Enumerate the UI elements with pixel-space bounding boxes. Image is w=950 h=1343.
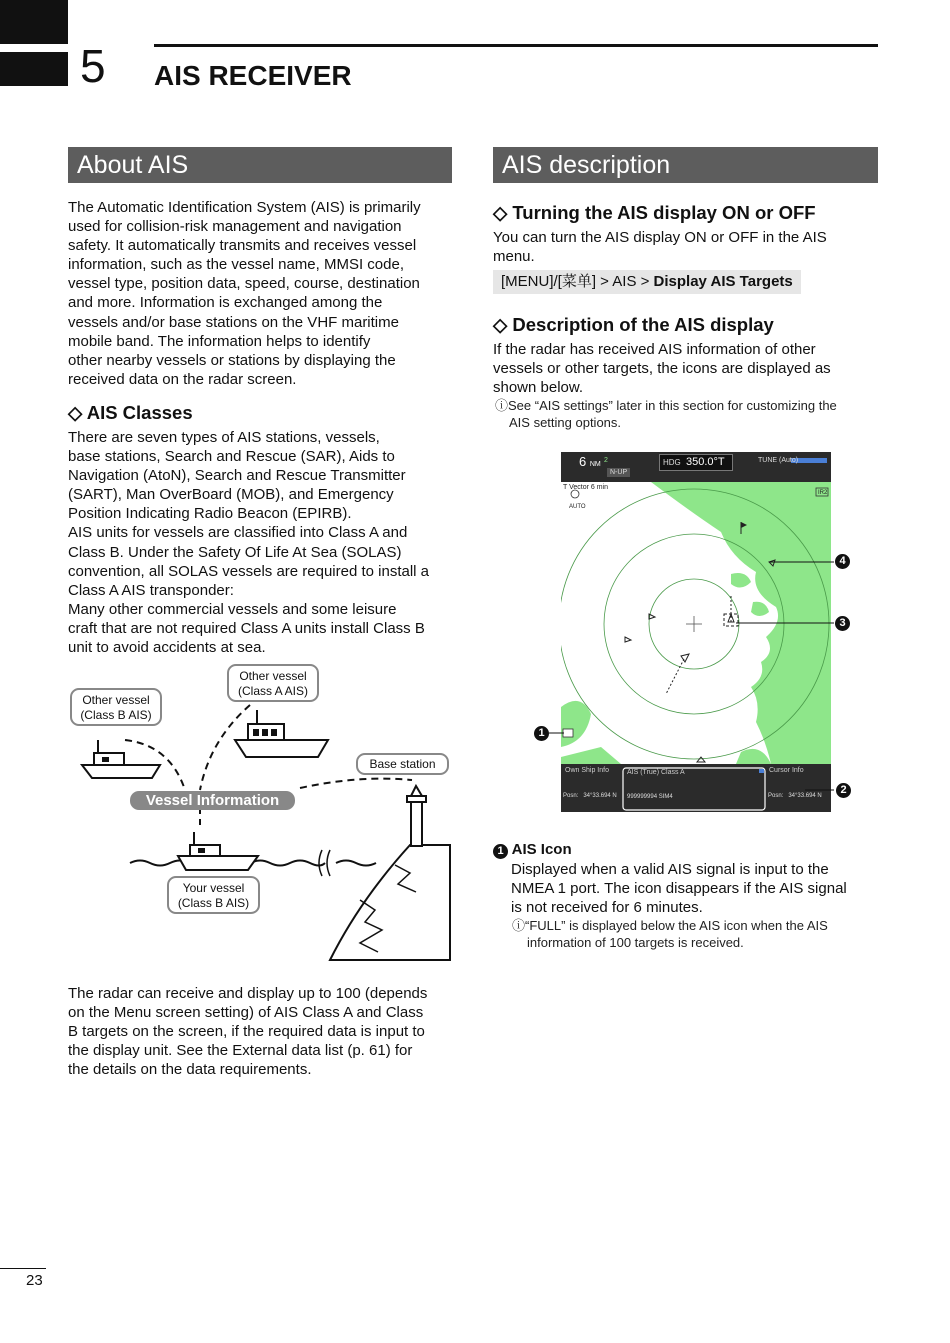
chapter-rule bbox=[154, 44, 878, 47]
text-line: (SART), Man OverBoard (MOB), and Emergency bbox=[68, 486, 394, 504]
other-vessel-b-label bbox=[70, 688, 162, 726]
other-vessel-a-label bbox=[227, 664, 319, 702]
text-line: safety. It automatically transmits and receives vessel bbox=[68, 237, 417, 255]
description-heading bbox=[493, 313, 774, 337]
onoff-heading bbox=[493, 201, 816, 225]
cursor-info-title: Cursor Info bbox=[769, 767, 804, 774]
ais-panel-title: AIS (True) Class A bbox=[627, 769, 685, 776]
diamond-outline-icon: ◇ bbox=[493, 202, 508, 223]
onoff-paragraph bbox=[493, 228, 883, 266]
text-line: Class B. Under the Safety Of Life At Sea (SOLAS) bbox=[68, 543, 402, 561]
subheading-label: AIS Classes bbox=[86, 402, 193, 423]
ais-icon-note bbox=[512, 917, 892, 951]
text-line: the details on the data requirements. bbox=[68, 1061, 312, 1079]
auto-label: AUTO bbox=[569, 504, 586, 510]
text-line: menu. bbox=[493, 248, 535, 266]
range-value bbox=[579, 454, 601, 473]
chapter-tab-notch bbox=[0, 44, 68, 52]
menu-path-prefix: [MENU]/[菜单] > AIS > bbox=[501, 273, 654, 290]
text-line: mobile band. The information helps to identify bbox=[68, 332, 371, 350]
text-line: information of 100 targets is received. bbox=[527, 935, 744, 950]
link-base-station bbox=[300, 779, 412, 788]
text-line: (Class B AIS) bbox=[177, 896, 250, 910]
range-sub: 2 bbox=[604, 457, 608, 464]
text-line: AIS setting options. bbox=[509, 415, 622, 430]
text-line: Position Indicating Radio Beacon (EPIRB). bbox=[68, 505, 352, 523]
hdg-value: 350.0°T bbox=[686, 456, 725, 468]
page-number-rule bbox=[0, 1268, 46, 1269]
subheading-label: Description of the AIS display bbox=[512, 314, 774, 335]
text-line: unit to avoid accidents at sea. bbox=[68, 639, 266, 657]
menu-path-box bbox=[493, 270, 801, 294]
text-line: Other vessel bbox=[239, 669, 307, 683]
subheading-label: Turning the AIS display ON or OFF bbox=[512, 202, 816, 223]
base-station-tower bbox=[330, 786, 450, 960]
text-line: If the radar has received AIS information of other bbox=[493, 341, 816, 358]
range-unit: NM bbox=[589, 461, 601, 468]
description-paragraph bbox=[493, 340, 883, 397]
vector-label: T Vector 6 min bbox=[563, 484, 609, 491]
diamond-outline-icon: ◇ bbox=[493, 314, 508, 335]
text-line: and more. Information is exchanged among the bbox=[68, 294, 383, 312]
ais-icon-heading-label: AIS Icon bbox=[511, 841, 572, 858]
chapter-title: AIS RECEIVER bbox=[154, 60, 352, 91]
text-line: NMEA 1 port. The icon disappears if the AIS signal bbox=[511, 880, 847, 898]
note-line bbox=[495, 397, 885, 414]
text-line: The radar can receive and display up to 100 (depends bbox=[68, 985, 428, 1002]
text-line: There are seven types of AIS stations, vessels, bbox=[68, 429, 380, 446]
range-number: 6 bbox=[579, 454, 587, 469]
your-vessel-label bbox=[167, 876, 260, 914]
menu-path-target: Display AIS Targets bbox=[653, 273, 793, 290]
text-line: See “AIS settings” later in this section for customizing the bbox=[508, 398, 837, 413]
section-heading-ais-description: AIS description bbox=[493, 147, 878, 183]
text-line: vessel type, position data, speed, course, destination bbox=[68, 275, 420, 293]
text-line: the display unit. See the External data list (p. 61) for bbox=[68, 1042, 413, 1060]
sea-waves-right bbox=[336, 861, 376, 866]
heading-readout bbox=[659, 454, 733, 471]
text-line: shown below. bbox=[493, 379, 584, 397]
text-line: vessels and/or base stations on the VHF maritime bbox=[68, 313, 399, 331]
data-line: Posn: 34°33.694 N bbox=[563, 793, 617, 799]
base-station-label: Base station bbox=[356, 753, 449, 775]
text-line: B targets on the screen, if the required data is input to bbox=[68, 1023, 425, 1041]
text-line: Other vessel bbox=[82, 693, 150, 707]
text-line: information, such as the vessel name, MMSI code, bbox=[68, 256, 404, 274]
orientation-mode: N-UP bbox=[607, 468, 630, 477]
text-line: other nearby vessels or stations by displaying the bbox=[68, 351, 396, 369]
text-line: (Class A AIS) bbox=[237, 684, 309, 698]
text-line: is not received for 6 minutes. bbox=[511, 899, 703, 917]
callout-2: 2 bbox=[836, 783, 851, 798]
data-line: Posn: 34°33.694 N bbox=[768, 793, 822, 799]
ais-classes-heading bbox=[68, 401, 193, 425]
callout-3: 3 bbox=[835, 616, 850, 631]
page-number: 23 bbox=[26, 1272, 43, 1289]
text-line: received data on the radar screen. bbox=[68, 370, 297, 388]
text-line: on the Menu screen setting) of AIS Class A and Class bbox=[68, 1004, 424, 1022]
text-line: Class A AIS transponder: bbox=[68, 581, 234, 599]
other-vessel-b-ship bbox=[82, 740, 160, 778]
description-note bbox=[495, 397, 885, 431]
text-line: Navigation (AtoN), Search and Rescue Transmitter bbox=[68, 467, 406, 485]
callout-4: 4 bbox=[835, 554, 850, 569]
text-line: used for collision-risk management and navigation bbox=[68, 218, 402, 236]
text-line: You can turn the AIS display ON or OFF in the AIS bbox=[493, 229, 827, 246]
info-icon: ⓘ bbox=[512, 918, 526, 933]
about-ais-paragraph bbox=[68, 198, 458, 389]
hdg-label: HDG bbox=[663, 458, 681, 467]
text-line: AIS units for vessels are classified into Class A and bbox=[68, 524, 408, 542]
chapter-tab bbox=[0, 0, 68, 86]
callout-leaders bbox=[540, 550, 860, 800]
other-vessel-a-ship bbox=[235, 710, 328, 757]
info-icon: ⓘ bbox=[495, 398, 509, 413]
diamond-outline-icon: ◇ bbox=[68, 402, 83, 423]
callout-1-inline: 1 bbox=[493, 844, 508, 859]
text-line: base stations, Search and Rescue (SAR), Aids to bbox=[68, 448, 395, 466]
ais-icon-paragraph bbox=[511, 860, 891, 917]
text-line: Displayed when a valid AIS signal is input to the bbox=[511, 861, 829, 878]
own-ship-title: Own Ship Info bbox=[565, 767, 609, 774]
ir-label: IR2 bbox=[818, 490, 828, 496]
ais-classes-paragraph bbox=[68, 428, 458, 657]
callout-1: 1 bbox=[534, 726, 549, 741]
text-line: The Automatic Identification System (AIS) is primarily bbox=[68, 199, 421, 216]
text-line: Your vessel bbox=[182, 881, 245, 895]
text-line: (Class B AIS) bbox=[80, 708, 152, 722]
closing-paragraph bbox=[68, 984, 460, 1079]
text-line: Many other commercial vessels and some leisure bbox=[68, 600, 397, 618]
data-line: 999999994 SIM4 bbox=[627, 794, 673, 800]
section-heading-about-ais: About AIS bbox=[68, 147, 452, 183]
note-line bbox=[512, 917, 892, 934]
chapter-number: 5 bbox=[80, 40, 106, 92]
text-line: “FULL” is displayed below the AIS icon when the AIS bbox=[525, 918, 828, 933]
text-line: vessels or other targets, the icons are displayed as bbox=[493, 360, 831, 378]
text-line: convention, all SOLAS vessels are required to install a bbox=[68, 562, 430, 580]
ais-icon-heading bbox=[493, 840, 572, 859]
vessel-information-label: Vessel Information bbox=[130, 791, 295, 810]
text-line: craft that are not required Class A units install Class B bbox=[68, 619, 425, 637]
your-vessel-ship bbox=[178, 832, 258, 870]
tune-label: TUNE (Auto) bbox=[758, 457, 799, 464]
